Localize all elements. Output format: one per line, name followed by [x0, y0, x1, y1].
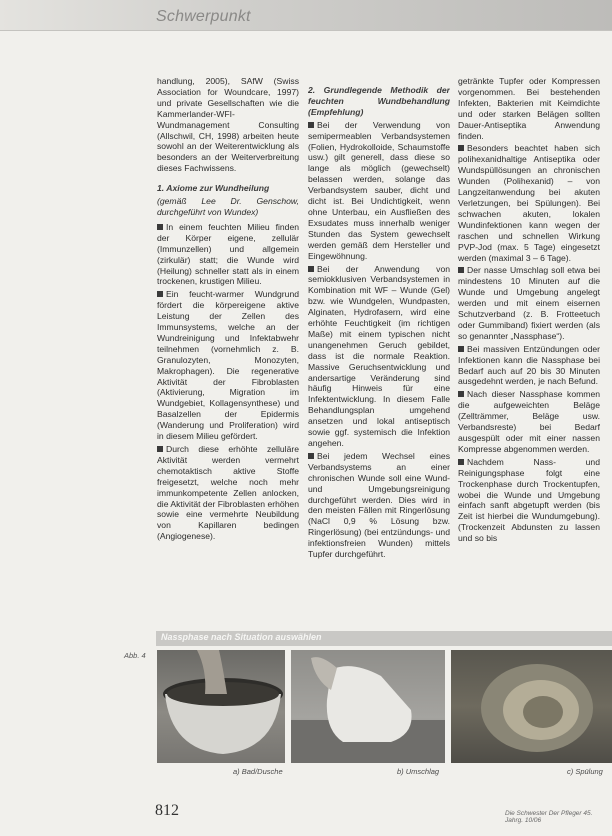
header-band: [0, 0, 612, 30]
caption-irrigation: c) Spülung: [567, 767, 603, 776]
bullet-square-icon: [458, 391, 464, 397]
section-subheading: (gemäß Lee Dr. Genschow, durchgeführt von Wundex): [157, 196, 299, 217]
bullet-square-icon: [308, 453, 314, 459]
header-rule: [0, 30, 612, 31]
photo-wet-compress-foot: [291, 650, 445, 763]
bath-basin-illustration: [157, 650, 285, 763]
bullet-square-icon: [308, 266, 314, 272]
section-title: Schwerpunkt: [156, 8, 251, 25]
bullet-paragraph: Nach dieser Nassphase kommen die aufgeweichten Beläge (Zellträmmer, Beläge usw. Verbandsreste) bei Bedarf ausgespült oder mit einer nassen Kompresse abgenommen werden.: [458, 389, 600, 454]
bullet-paragraph: Besonders beachtet haben sich polihexanidhaltige Antiseptika oder Wundspüllösungen an chronischen Wunden (Polihexanid) – von Langzeitanwendung bei akuten Verletzungen, bei Spülungen). Bei schwachen akuten, lokalen Wundinfektionen kann wegen der raschen und schnellen Wirkung PVP-Jod (max. 5 Tage) eingesetzt werden (maximal 3 – 6 Tage).: [458, 143, 600, 263]
bullet-square-icon: [458, 145, 464, 151]
caption-compress: b) Umschlag: [397, 767, 440, 776]
bullet-paragraph: Bei der Anwendung von semiokklusiven Verbandsystemen in Kombination mit WF – Wunde (Gel) bzw. wie Wundgelen, Wundpasten, Alginaten, Hydrofasern, wird eine erhöhte Feuchtigkeit (im richtigen Maße) mit einem typischen nicht unangenehmen Geruch gebildet, dass ist die normale Reaktion. Massive Geruchsentwicklung und andersartige Veränderung sind häufig Hinweis für eine Infektentwicklung. In diesem Falle Behandlungsplan umgehend ansetzen und lokal antiseptisch sowie ggf. systemisch die Infektion angehen.: [308, 263, 450, 448]
bullet-square-icon: [458, 267, 464, 273]
section-heading: 1. Axiome zur Wundheilung: [157, 183, 270, 194]
text-column-1: [157, 76, 299, 614]
body-paragraph: handlung, 2005), SAfW (Swiss Association for Woundcare, 1997) und private Gesellschaften wie die Kammerlander-WFI-Wundmanagement Consulting (Allschwil, CH, 1998) arbeiten heute sowohl an der Weiterentwicklung als besonders an der Weiterverbreitung dieses Fachwissens.: [157, 76, 299, 174]
bullet-paragraph: Durch diese erhöhte zelluläre Aktivität werden vermehrt chemotaktisch aktive Stoffe freigesetzt, welche noch mehr immunkompetente Zellen anlocken, die Aktivität der Fibroblasten erhöhen sowie eine vermehrte Neubildung von Kapillaren bedingen (Angiogenese).: [157, 444, 299, 542]
wet-compress-illustration: [291, 650, 445, 763]
bullet-paragraph: In einem feuchten Milieu finden der Körper eigene, zellulär (Immunzellen) und allgemein (zirkulär) statt; die Wunde wird (Heilung) schneller statt als in einem trockenen, krustigen Milieu.: [157, 221, 299, 287]
bullet-paragraph: Bei massiven Entzündungen oder Infektionen kann die Nassphase bei Bedarf auch auf 20 bis 30 Minuten ausgedehnt werden, je nach Befund.: [458, 343, 600, 387]
bullet-paragraph: Bei jedem Wechsel eines Verbandsystems an einer chronischen Wunde soll eine Wund- und Umgebungsreinigung durchgeführt werden. Dies wird in den meisten Fällen mit Ringerlösung (NaCl 0,9 % Lösung bzw. Ringerlösung) (bei entzündungs- und infektionsfreien Wunden) mittels Tupfer durchgeführt.: [308, 450, 450, 560]
bullet-paragraph: Bei der Verwendung von semipermeablen Verbandsystemen (Folien, Hydrokolloide, Schaumstoffe usw.) gilt generell, dass diese so lange als möglich (gewechselt) belassen werden, solange das Verbandsystem sauber, dicht und dicht ist. Bei Undichtigkeit, wenn ohne Unterbau, ein Ausfließen des Exsudates muss innerhalb weniger Stunden das System gewechselt werden gemäß dem Hersteller und Eingewöhnung.: [308, 119, 450, 261]
photo-wound-irrigation: [451, 650, 612, 763]
text-column-3: [458, 76, 600, 614]
page-number: 812: [155, 802, 179, 819]
figure-label: Abb. 4: [124, 651, 146, 660]
figure-title: Nassphase nach Situation auswählen: [161, 632, 322, 642]
section-heading: 2. Grundlegende Methodik der feuchten Wundbehandlung (Empfehlung): [308, 85, 450, 117]
body-paragraph: getränkte Tupfer oder Kompressen vorgenommen. Bei bestehenden Infekten, Bakterien mit Keimdichte und oder starken Belägen sollten Dauer-Antiseptika Anwendung finden.: [458, 76, 600, 141]
wound-irrigation-illustration: [451, 650, 612, 763]
text-column-2: [308, 76, 450, 614]
bullet-square-icon: [458, 459, 464, 465]
bullet-paragraph: Nachdem Nass- und Reinigungsphase folgt eine Trockenphase durch Trockentupfen, wobei die Wunde und Umgebung einfach sanft abgetupft werden (bis Zeit ist hierbei die Wundumgebung). (Trockenzeit Abdunsten zu lassen und so bis: [458, 456, 600, 544]
bullet-paragraph: Der nasse Umschlag soll etwa bei mindestens 10 Minuten auf die Wunde und Umgebung angelegt werden und mit einem eisernen Schutzverband (z. B. Frotteetuch oder Gummiband) fixiert werden (als so genannter „Nassphase“).: [458, 265, 600, 341]
bullet-square-icon: [157, 446, 163, 452]
caption-bath: a) Bad/Dusche: [233, 767, 283, 776]
photo-bath-basin: [157, 650, 285, 763]
bullet-square-icon: [157, 291, 163, 297]
journal-footer: Die Schwester Der Pfleger 45. Jahrg. 10/06: [505, 810, 593, 824]
bullet-square-icon: [308, 122, 314, 128]
bullet-square-icon: [157, 224, 163, 230]
bullet-square-icon: [458, 346, 464, 352]
bullet-paragraph: Ein feucht-warmer Wundgrund fördert die körpereigene aktive Leistung der Zellen des Immunsystems, welche an der Wundreinigung und Infektabwehr teilnehmen (vornehmlich z. B. Granulozyten, Monozyten, Makrophagen). Die regenerative Aktivität der Fibroblasten (Aktivierung, Migration im Wundgebiet, Kollagensynthese) und Basalzellen der Epidermis (Wanderung und Proliferation) wird in diesem Milieu gefördert.: [157, 289, 299, 442]
